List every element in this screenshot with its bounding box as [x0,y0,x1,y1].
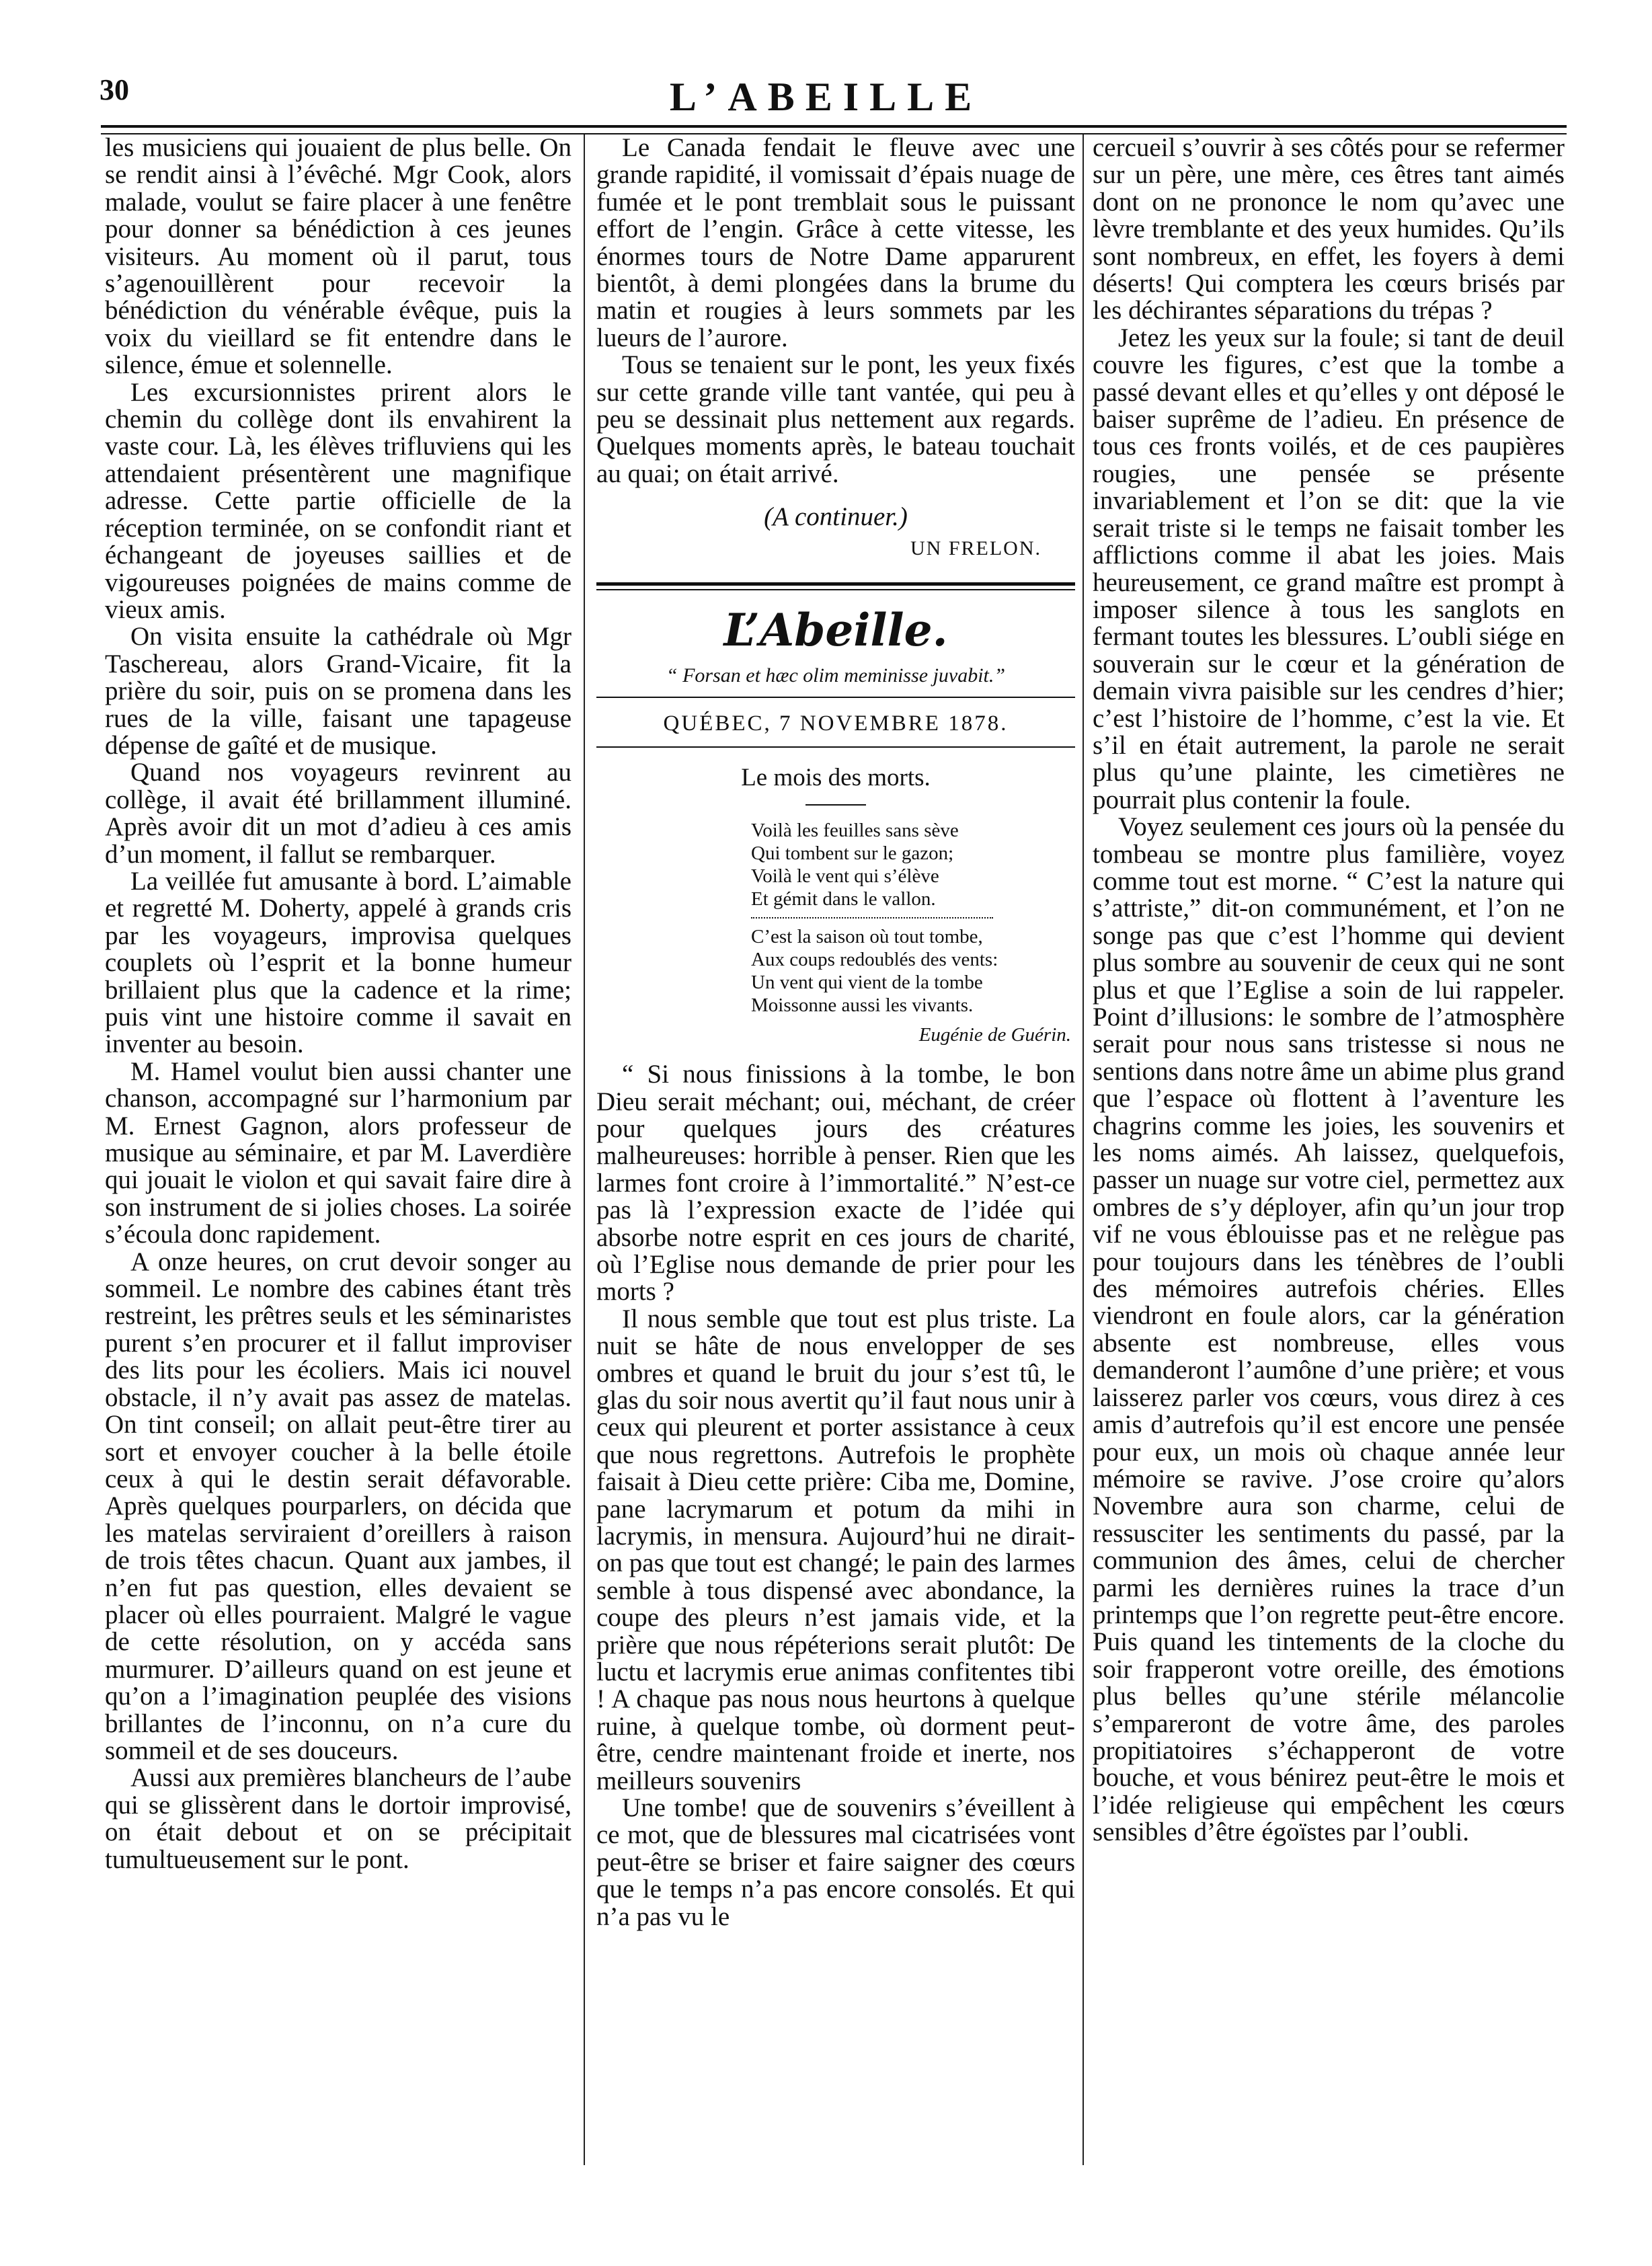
poem-line: Aux coups redoublés des vents: [751,949,998,971]
paragraph: Une tombe! que de souvenirs s’éveillent à ce mot, que de blessures mal cicatrisées vont peut-être se briser et faire saigner des cœurs que le temps n’a pas encore consolés. Et qui n’a pas vu le [596,1793,1075,1931]
paragraph: Aussi aux premières blancheurs de l’aube qui se glissèrent dans le dortoir improvisé, on était debout et on se précipitait tumultueusement sur le pont. [105,1763,572,1874]
nameplate: L’Abeille. [723,604,948,657]
paragraph: Les excursionnistes prirent alors le chemin du collège dont ils envahirent la vaste cour. Là, les élèves trifluviens qui les attendaient présentèrent une magnifique adresse. Cette partie officielle de la réception terminée, on se confondit riant et échangeant de joyeuses saillies et de vigoureuses poignées de mains comme de vieux amis. [105,377,572,624]
paragraph: Jetez les yeux sur la foule; si tant de deuil couvre les figures, c’est que la tombe a passé devant elles et qu’elles y ont déposé le baiser suprême de l’adieu. En présence de tous ces fronts voilés, et de ces paupières rougies, une pensée se présente invariablement et l’on se dit: que la vie serait triste si le temps ne faisait tomber les afflictions comme il abat les joies. Mais heureusement, ce grand maître est prompt à imposer silence à tous les sanglots en fermant toutes les blessures. L’oubli siége en souverain sur le cœur et la génération de demain vivra paisible sur les cendres d’hier; c’est l’histoire de l’homme, c’est la vie. Et s’il en était autrement, la parole ne serait plus qu’une plainte, les cimetières ne pourrait plus contenir la foule. [1093,323,1565,814]
paragraph: Le Canada fendait le fleuve avec une grande rapidité, il vomissait d’épais nuage de fumée et le pont tremblait sous le puissant effort de l’engin. Grâce à cette vitesse, les énormes tours de Notre Dame apparurent bientôt, à demi plongées dans la brume du matin et rougies à leurs sommets par les lueurs de l’aurore. [596,134,1075,352]
paragraph: les musiciens qui jouaient de plus belle. On se rendit ainsi à l’évêché. Mgr Cook, alors malade, voulut se faire placer à une fenêtre pour donner sa bénédiction à ces jeunes visiteurs. Au moment où il parut, tous s’agenouillèrent pour recevoir la bénédiction du vénérable évêque, puis la voix du vieillard se fit entendre dans le silence, émue et solennelle. [105,134,572,380]
paragraph: La veillée fut amusante à bord. L’aimable et regretté M. Doherty, appelé à grands cris par les voyageurs, improvisa quelques couplets où l’esprit et la bonne humeur brillaient plus que la cadence et la rime; puis vint une histoire comme il savait en inventer au besoin. [105,866,572,1059]
paragraph: Tous se tenaient sur le pont, les yeux fixés sur cette grande ville tant vantée, qui peu à peu se dessinait plus nettement aux regards. Quelques moments après, le bateau touchait au quai; on était arrivé. [596,350,1075,488]
stanza-separator [751,917,993,919]
poem-line: Voilà les feuilles sans sève [751,820,959,842]
column-2 [596,134,1075,2165]
column-divider [584,134,585,2165]
poem-line: Qui tombent sur le gazon; [751,843,954,865]
paragraph: “ Si nous finissions à la tombe, le bon Dieu serait méchant; oui, méchant, de créer pour quelques jours des créatures malheureuses: horrible à penser. Rien que les larmes font croire à l’immortalité.” N’est-ce pas là l’expression exacte de l’idée qui absorbe notre esprit en ces jours de charité, où l’Eglise nous demande de prier pour les morts ? [596,1060,1075,1306]
article-title: Le mois des morts. [741,764,931,792]
paragraph: A onze heures, on crut devoir songer au sommeil. Le nombre des cabines étant très restreint, les prêtres seuls et les séminaristes purent s’en procurer et il fallut improviser des lits pour les écoliers. Mais ici nouvel obstacle, il n’y avait pas assez de matelas. On tint conseil; on allait peut-être tirer au sort et envoyer coucher à la belle étoile ceux à qui le destin serait défavorable. Après quelques pourparlers, on décida que les matelas serviraient d’oreillers à raison de trois têtes chacun. Quant aux jambes, il n’en fut pas question, elles devaient se placer où elles pourraient. Malgré le vague de cette résolution, on y accéda sans murmurer. D’ailleurs quand on est jeune et qu’on a l’imagination peuplée des visions brillantes de l’inconnu, on n’a cure du sommeil et de ses douceurs. [105,1247,572,1765]
column-3 [1093,134,1565,2165]
paragraph: Il nous semble que tout est plus triste. La nuit se hâte de nous envelopper de ses ombres et quand le bruit du jour s’est tû, le glas du soir nous avertit qu’il faut nous unir à ceux qui pleurent et porter assistance à ceux que nous regrettons. Autrefois le prophète faisait à Dieu cette prière: Ciba me, Domine, pane lacrymarum et potum da mihi in lacrymis, in mensura. Aujourd’hui ne dirait-on pas que tout est changé; le pain des larmes semble à tous dispensé avec abondance, la coupe des pleurs n’est jamais vide, et la prière que nous répéterions serait plutôt: De luctu et lacrymis erue animas confitentes tibi ! A chaque pas nous nous heurtons à quelque ruine, à quelque tombe, où dorment peut-être, cendre maintenant froide et inerte, nos meilleurs souvenirs [596,1304,1075,1795]
page-number: 30 [100,73,129,106]
poem-line: Un vent qui vient de la tombe [751,972,983,994]
column-divider [1083,134,1084,2165]
continued-note: (A continuer.) [764,502,908,532]
paragraph: Quand nos voyageurs revinrent au collège, il avait été brillamment illuminé. Après avoir dit un mot d’adieu à ces amis d’un moment, il fallut se rembarquer. [105,758,572,869]
title-rule [805,804,866,806]
column-1 [105,134,572,2165]
motto: “ Forsan et hæc olim meminisse juvabit.” [666,664,1006,687]
poem-line: Et gémit dans le vallon. [751,888,936,910]
poem-line: C’est la saison où tout tombe, [751,926,983,948]
paragraph: Voyez seulement ces jours où la pensée du tombeau se montre plus familière, voyez comme tout est morne. “ C’est la nature qui s’attriste,” dit-on communément, et l’on ne songe pas que c’est l’homme qui devient plus sombre au souvenir de ceux qui ne sont plus et que l’Eglise a soin de lui rappeler. Point d’illusions: le sombre de l’atmosphère serait pour nous sans tristesse si nous ne sentions dans notre âme un abime plus grand que l’espace où flottent à l’aventure les chagrins comme les joies, les souvenirs et les noms aimés. Ah laissez, quelquefois, passer un nuage sur votre ciel, permettez aux ombres de s’y déployer, afin qu’un jour trop vif ne vous éblouisse pas et ne relègue pas pour toujours dans les ténèbres de l’oubli des mémoires autrefois chéries. Elles viendront en foule alors, car la génération absente est nombreuse, elles vous demanderont l’aumône d’une prière; et vous laisserez parler vos cœurs, vous direz à ces amis d’autrefois qu’il est encore une pensée pour eux, un mois où chaque année leur mémoire se ravive. J’ose croire qu’alors Novembre aura son charme, celui de ressusciter les sentiments du passé, par la communion des âmes, celui de chercher parmi les dernières ruines la trace d’un printemps que l’on regrette peut-être encore. Puis quand les tintements de la cloche du soir frapperont votre oreille, des émotions plus belles qu’une stérile mélancolie s’empareront de votre âme, des paroles propitiatoires s’échapperont de votre bouche, et vous bénirez peut-être le mois et l’idée religieuse qui empêchent les cœurs sensibles d’être égoïstes par l’oubli. [1093,812,1565,1847]
author-signature: UN FRELON. [910,537,1041,559]
running-head-title: L’ABEILLE [669,75,983,119]
section-rule [596,697,1075,698]
paragraph: On visita ensuite la cathédrale où Mgr Taschereau, alors Grand-Vicaire, fit la prière du soir, puis on se promena dans les rues de la ville, faisant une tapageuse dépense de gaîté et de musique. [105,622,572,760]
paragraph: M. Hamel voulut bien aussi chanter une chanson, accompagné sur l’harmonium par M. Ernest Gagnon, alors professeur de musique au séminaire, et par M. Laverdière qui jouait le violon et qui savait faire dire à son instrument de si jolies choses. La soirée s’écoula donc rapidement. [105,1056,572,1249]
poem-epigraph [596,819,1075,1017]
paragraph: cercueil s’ouvrir à ses côtés pour se refermer sur un père, une mère, ces êtres tant aimés dont on ne prononce le nom qu’avec une lèvre tremblante et des yeux humides. Qu’ils sont nombreux, en effet, les foyers à demi déserts! Qui comptera les cœurs brisés par les déchirantes séparations du trépas ? [1093,134,1565,325]
section-rule [596,582,1075,590]
header-rule [101,125,1567,128]
poem-line: Moissonne aussi les vivants. [751,994,974,1017]
poem-line: Voilà le vent qui s’élève [751,865,939,888]
section-rule [596,746,1075,748]
poem-author: Eugénie de Guérin. [918,1024,1071,1046]
dateline: QUÉBEC, 7 NOVEMBRE 1878. [663,711,1009,736]
